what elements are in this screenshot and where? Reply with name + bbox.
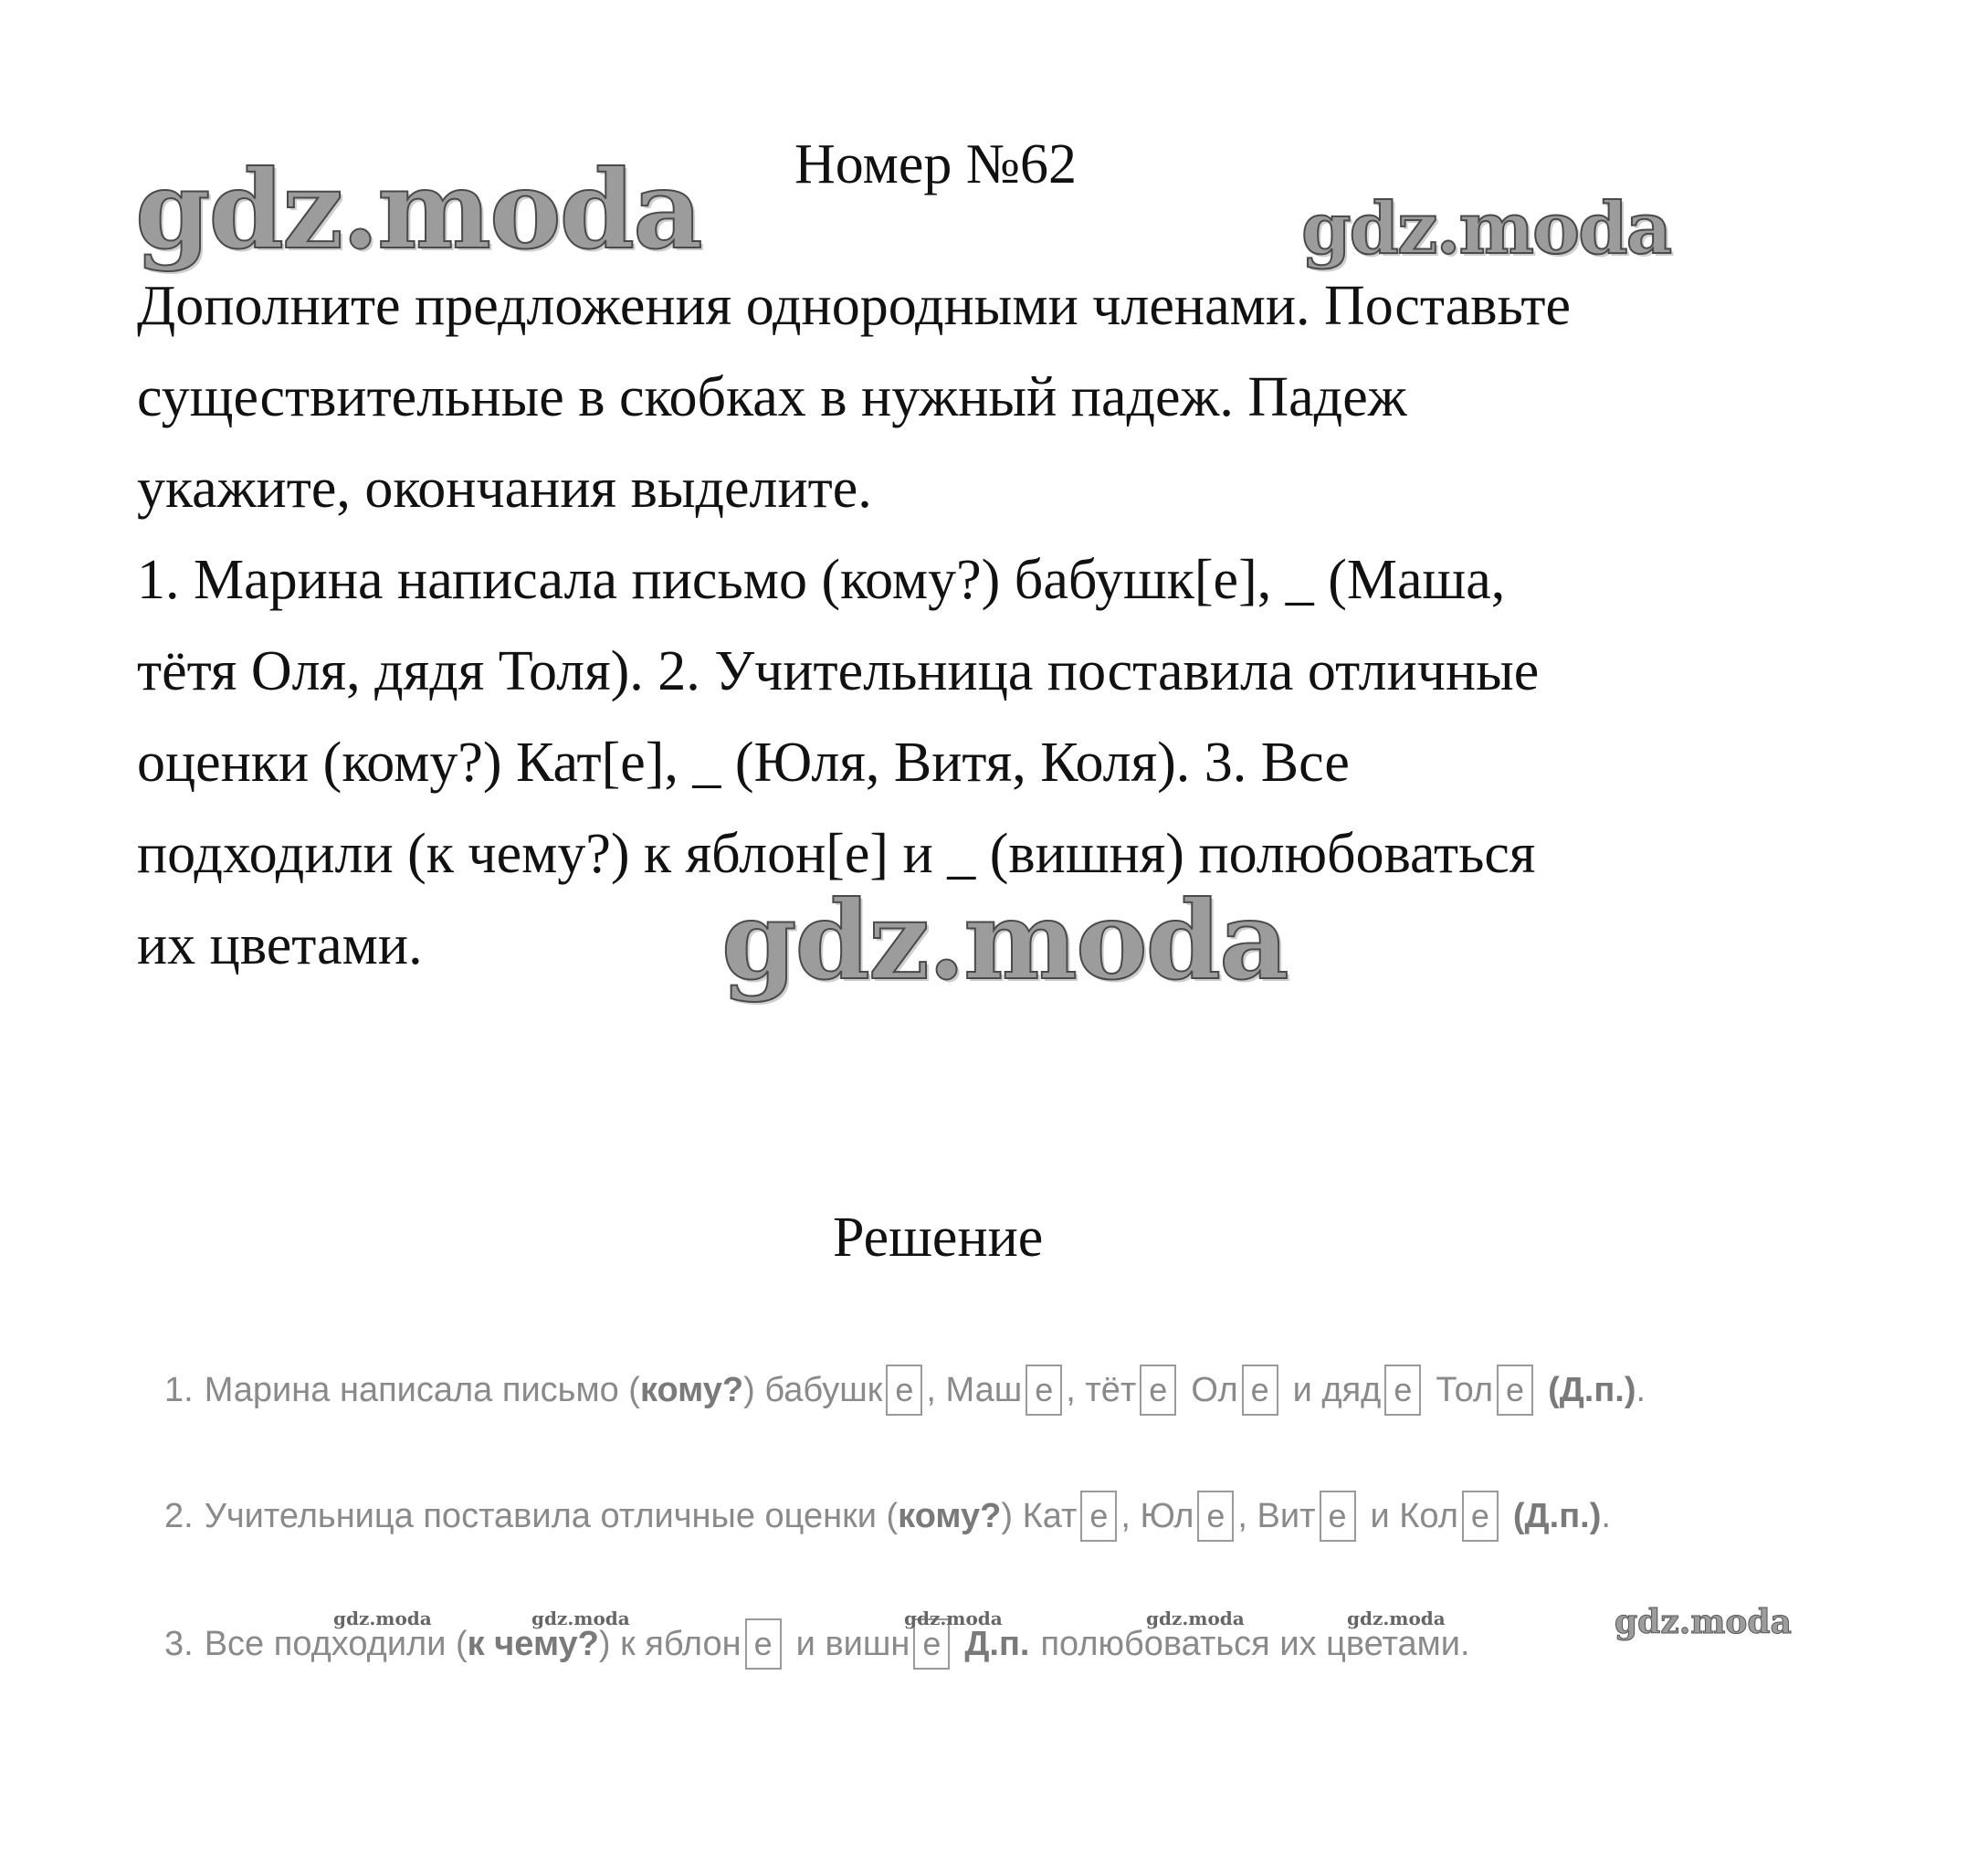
ending-box: е — [886, 1365, 922, 1416]
watermark-logo: gdz.moda — [721, 877, 1288, 1004]
task-text — [137, 260, 1781, 991]
question-text: кому? — [898, 1496, 1002, 1535]
ending-box: е — [1462, 1491, 1499, 1542]
page-title: Номер №62 — [794, 133, 1078, 195]
task-line: оценки (кому?) Кат[е], _ (Юля, Витя, Коля). 3. Все — [137, 732, 1350, 794]
answer-text: , Юл — [1120, 1496, 1194, 1535]
ending-box: е — [1497, 1365, 1533, 1416]
task-line: тётя Оля, дядя Толя). 2. Учительница поставила отличные — [137, 640, 1540, 702]
watermark-logo: gdz.moda — [531, 1607, 630, 1629]
watermark-logo: gdz.moda — [1615, 1603, 1792, 1641]
ending-box: е — [1140, 1365, 1176, 1416]
answer-text: и вишн — [795, 1624, 910, 1663]
question-text: кому? — [639, 1370, 744, 1409]
answer-text: и Кол — [1370, 1496, 1458, 1535]
case-label: Д.п. — [964, 1624, 1030, 1663]
watermark-logo: gdz.moda — [904, 1607, 1003, 1629]
answer-text: Все подходили ( — [204, 1624, 468, 1663]
answer-text: Марина написала письмо ( — [204, 1370, 640, 1409]
question-text: к чему? — [467, 1624, 599, 1663]
ending-box: е — [1197, 1491, 1234, 1542]
answer-text: ) Кат — [1001, 1496, 1078, 1535]
answer-text: ) бабушк — [743, 1370, 883, 1409]
watermark-logo: gdz.moda — [135, 146, 701, 273]
answer-text: , тёт — [1066, 1370, 1137, 1409]
ending-box: е — [745, 1618, 782, 1670]
task-line: существительные в скобках в нужный падеж. Падеж — [137, 366, 1407, 428]
case-label: (Д.п.) — [1548, 1370, 1636, 1409]
answer-number: 2. — [164, 1496, 194, 1535]
answer-text: . — [1601, 1496, 1611, 1535]
task-line: их цветами. — [137, 914, 423, 976]
ending-box: е — [1080, 1491, 1117, 1542]
watermark-logo: gdz.moda — [1146, 1607, 1245, 1629]
watermark-logo: gdz.moda — [1301, 187, 1671, 270]
answer-text: Тол — [1436, 1370, 1494, 1409]
answer-number: 3. — [164, 1624, 194, 1663]
answer-number: 1. — [164, 1370, 194, 1409]
watermark-logo: gdz.moda — [333, 1607, 432, 1629]
answer-text: ) к яблон — [598, 1624, 742, 1663]
watermark-logo: gdz.moda — [1347, 1607, 1446, 1629]
ending-box: е — [1242, 1365, 1278, 1416]
ending-box: е — [1384, 1365, 1421, 1416]
answer-text: и дяд — [1292, 1370, 1382, 1409]
answer-text: Учительница поставила отличные оценки ( — [204, 1496, 899, 1535]
task-line: подходили (к чему?) к яблон[е] и _ (вишня) полюбоваться — [137, 823, 1536, 885]
answer-2 — [164, 1489, 1611, 1544]
solution-title: Решение — [833, 1207, 1044, 1269]
ending-box: е — [913, 1618, 950, 1670]
ending-box: е — [1026, 1365, 1062, 1416]
answer-text: , Вит — [1237, 1496, 1316, 1535]
task-line: укажите, окончания выделите. — [137, 458, 872, 520]
answer-text: , Маш — [926, 1370, 1023, 1409]
task-line: 1. Марина написала письмо (кому?) бабушк[е], _ (Маша, — [137, 549, 1506, 611]
answer-text: Ол — [1191, 1370, 1238, 1409]
task-line: Дополните предложения однородными членами. Поставьте — [137, 275, 1572, 337]
answer-1 — [164, 1363, 1646, 1418]
case-label: (Д.п.) — [1512, 1496, 1602, 1535]
answer-text: полюбоваться их цветами. — [1040, 1624, 1470, 1663]
answer-text: . — [1636, 1370, 1646, 1409]
ending-box: е — [1320, 1491, 1356, 1542]
